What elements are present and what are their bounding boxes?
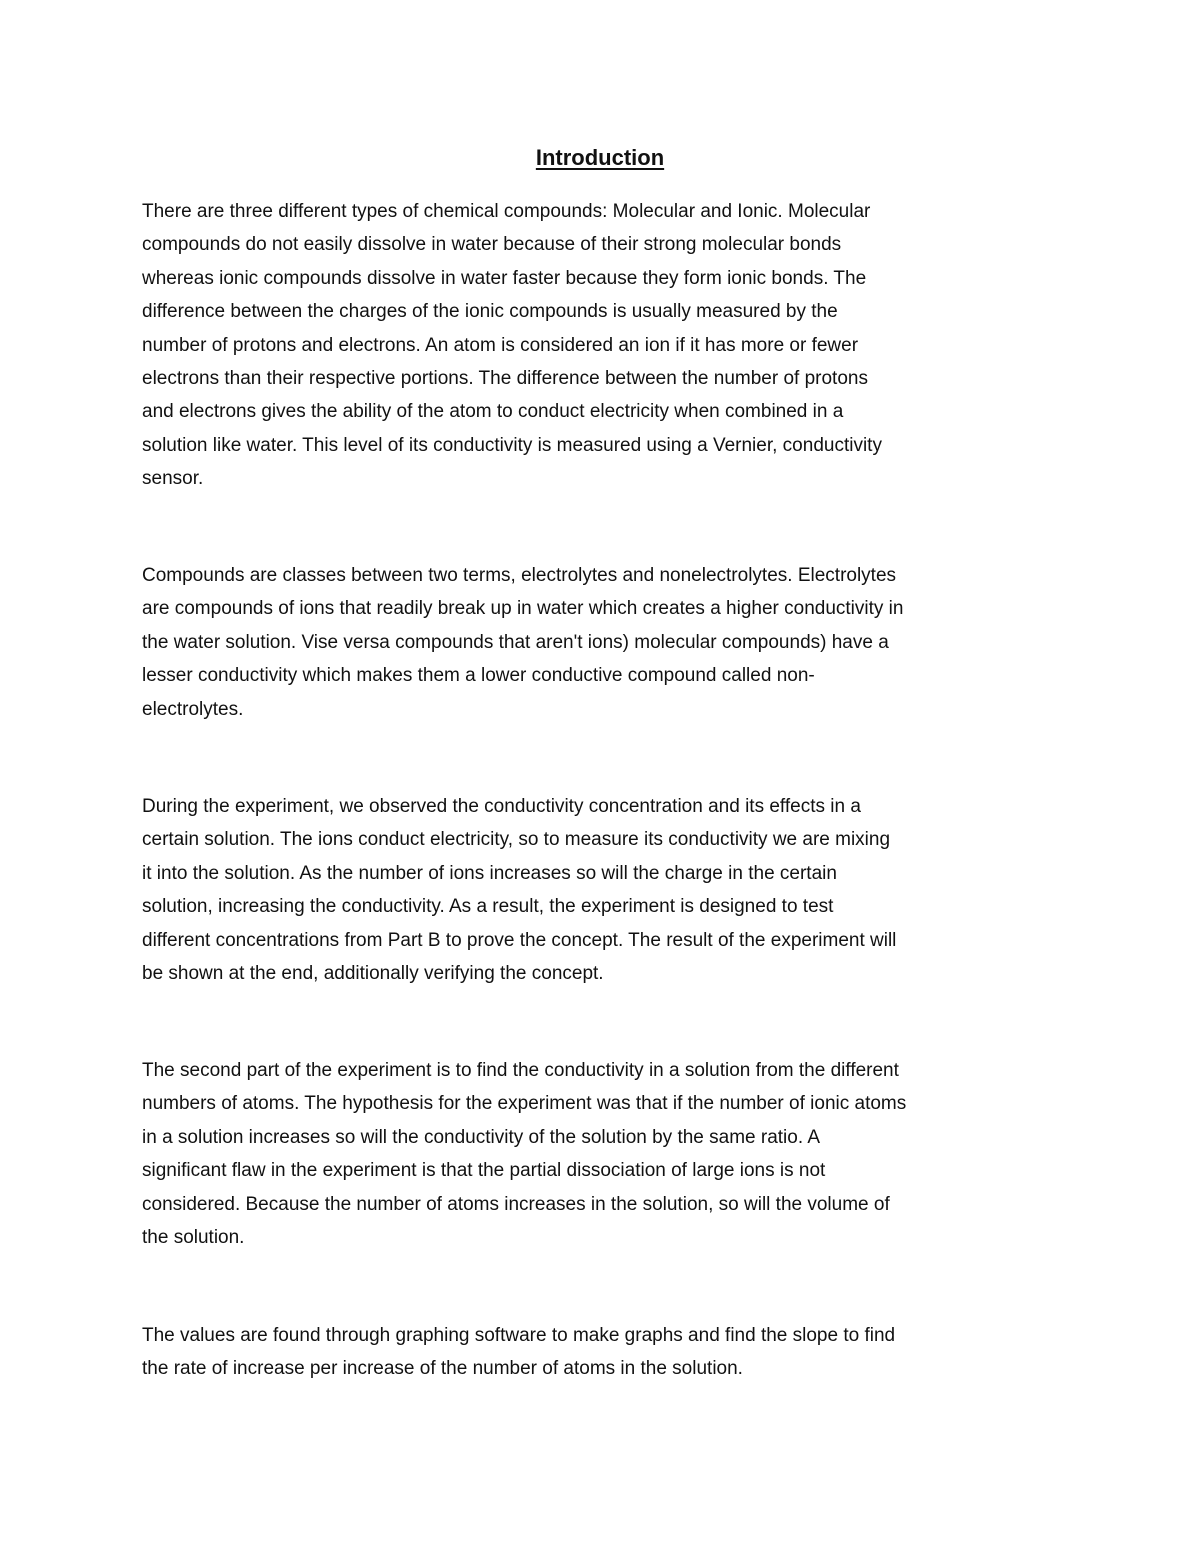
paragraph-compound-types: There are three different types of chemical compounds: Molecular and Ionic. Molecular compounds do not easily dissolve in water because of their strong molecular bonds whereas ionic compounds dissolve in water faster because they form ionic bonds. The difference between the charges of the ionic compounds is usually measured by the number of protons and electrons. An atom is considered an ion if it has more or fewer electrons than their respective portions. The difference between the number of protons and electrons gives the ability of the atom to conduct electricity when combined in a solution like water. This level of its conductivity is measured using a Vernier, conductivity sensor. — [142, 201, 882, 490]
paragraph-second-part: The second part of the experiment is to find the conductivity in a solution from the different numbers of atoms. The hypothesis for the experiment was that if the number of ionic atoms in a solution increases so will the conductivity of the solution by the same ratio. A significant flaw in the experiment is that the partial dissociation of large ions is not considered. Because the number of atoms increases in the solution, so will the volume of the solution. — [142, 1060, 907, 1249]
paragraph-electrolytes: Compounds are classes between two terms, electrolytes and nonelectrolytes. Electrolytes are compounds of ions that readily break up in water which creates a higher conductivity in the water solution. Vise versa compounds that aren't ions) molecular compounds) have a lesser conductivity which makes them a lower conductive compound called non- electrolytes. — [142, 565, 904, 720]
paragraph-experiment: During the experiment, we observed the conductivity concentration and its effects in a certain solution. The ions conduct electricity, so to measure its conductivity we are mixing it into the solution. As the number of ions increases so will the charge in the certain solution, increasing the conductivity. As a result, the experiment is designed to test different concentrations from Part B to prove the concept. The result of the experiment will be shown at the end, additionally verifying the concept. — [142, 796, 897, 985]
paragraph-values: The values are found through graphing software to make graphs and find the slope to find the rate of increase per increase of the number of atoms in the solution. — [142, 1325, 896, 1380]
page-title: Introduction — [535, 145, 665, 170]
